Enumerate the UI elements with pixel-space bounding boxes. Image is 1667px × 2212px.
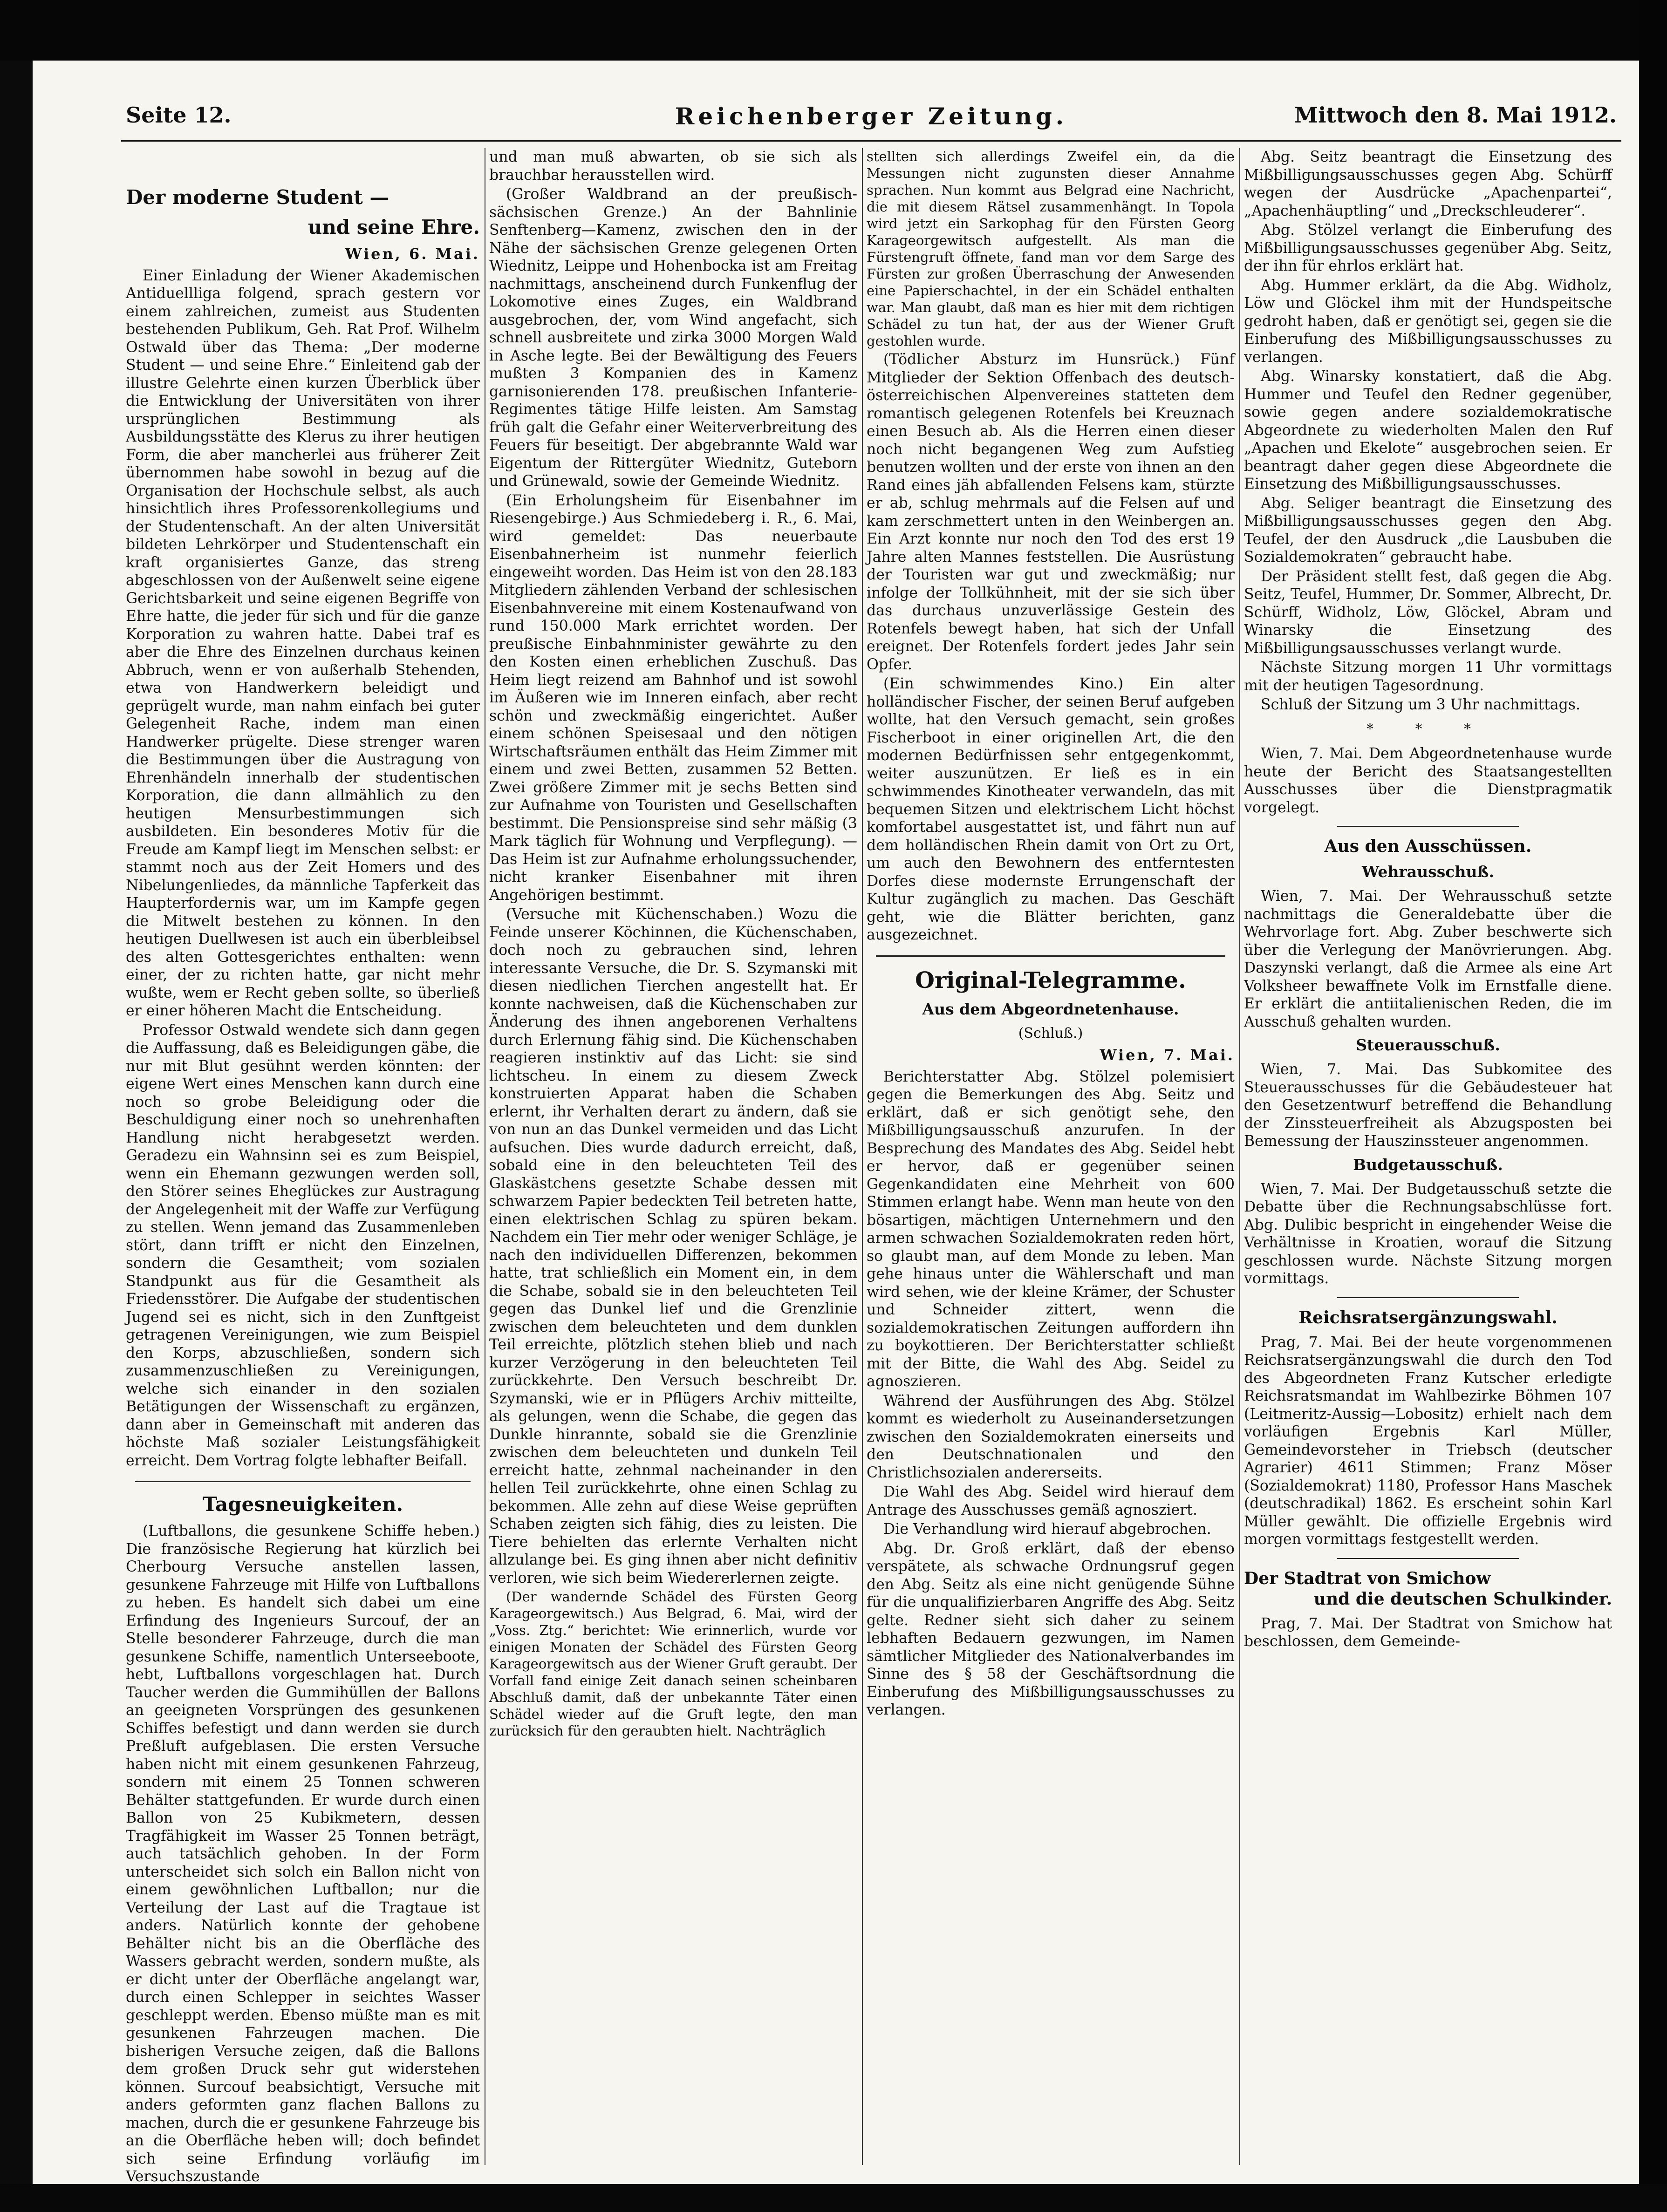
section-rule	[135, 1481, 471, 1482]
issue-date: Mittwoch den 8. Mai 1912.	[1294, 102, 1617, 128]
continuation-note: (Schluß.)	[1018, 1025, 1083, 1041]
column-3	[867, 148, 1235, 2165]
section-rule	[1337, 1297, 1519, 1298]
column-4	[1244, 148, 1612, 2165]
section-title: Aus den Ausschüssen.	[1324, 837, 1532, 856]
paragraph: Schluß der Sitzung um 3 Uhr nachmittags.	[1261, 696, 1580, 713]
article-subtitle: und seine Ehre.	[307, 216, 480, 238]
section-title: Der Stadtrat von Smichow	[1244, 1568, 1491, 1588]
scan-border-right	[1639, 0, 1667, 2212]
news-item: (Ein Erholungsheim für Eisenbahner im Riesengebirge.) Aus Schmiedeberg i. R., 6. Mai, wird gemeldet: Das neuerbaute Eisenbahnerheim ist nunmehr feierlich eingeweiht worden. Das Heim ist von den 28.183 Mitgliedern zählenden Verband der schlesischen Eisenbahnvereine mit einem Kostenaufwand von rund 150.000 Mark errichtet worden. Der preußische Einbahnminister gewährte zu den den Kosten einen erheblichen Zuschuß. Das Heim liegt reizend am Bahnhof und ist sowohl im Äußeren wie im Inneren einfach, aber recht schön und zweckmäßig eingerichtet. Außer einem schönen Speisesaal und den nötigen Wirtschaftsräumen enthält das Heim Zimmer mit einem und zwei Betten, zusammen 52 Betten. Zwei größere Zimmer mit je sechs Betten sind zur Aufnahme von Touristen und Gesellschaften bestimmt. Die Pensionspreise sind sehr mäßig (3 Mark täglich für Wohnung und Verpflegung). — Das Heim ist zur Aufnahme erholungssuchender, nicht kranker Eisenbahner mit ihren Angehörigen bestimmt.	[489, 492, 857, 904]
section-rule	[876, 955, 1225, 957]
masthead: Reichenberger Zeitung.	[675, 102, 1068, 130]
separator-stars: * * *	[1366, 721, 1490, 737]
dateline: Wien, 6. Mai.	[345, 245, 480, 263]
paragraph: Abg. Seitz beantragt die Einsetzung des Mißbilligungsausschusses gegen Abg. Schürff wegen der Ausdrücke „Apachenpartei“, „Apachenhäuptling“ und „Dreckschleuderer“.	[1244, 149, 1612, 219]
section-rule	[1337, 1558, 1519, 1559]
scan-border-bottom	[0, 2184, 1667, 2212]
column-divider	[1239, 148, 1240, 2165]
subsection-title: Wehrausschuß.	[1362, 863, 1494, 881]
column-divider	[862, 148, 863, 2165]
paragraph: Einer Einladung der Wiener Akademischen Antiduellliga folgend, sprach gestern vor einem zahlreichen, zumeist aus Studenten bestehenden Publikum, Geh. Rat Prof. Wilhelm Ostwald über das Thema: „Der moderne Student — und seine Ehre.“ Einleitend gab der illustre Gelehrte einen kurzen Überblick über die Entwicklung der Universitäten von ihrer ursprünglichen Bestimmung als Ausbildungsstätte des Klerus zu ihrer heutigen Form, die aber mancherlei aus früherer Zeit übernommen habe sowohl in bezug auf die Organisation der Hochschule selbst, als auch hinsichtlich ihres Professorenkollegiums und der Studentenschaft. An der alten Universität bildeten Lehrkörper und Studentenschaft ein kraft organisiertes Ganze, das streng abgeschlossen von der Außenwelt seine eigene Gerichtsbarkeit und seine eigenen Begriffe von Ehre hatte, die jeder für sich und für die ganze Korporation zu wahren hatte. Dabei traf es aber die Ehre des Einzelnen durchaus keinen Abbruch, wenn er von außerhalb Stehenden, etwa von Handwerkern beleidigt und geprügelt wurde, man nahm einfach bei guter Gelegenheit Rache, indem man einen Handwerker prügelte. Diese strenger waren die Bestimmungen über die Austragung von Ehrenhändeln innerhalb der studentischen Korporation, die dann allmählich zu den heutigen Mensurbestimmungen sich ausbildeten. Ein besonderes Motiv für die Freude am Kampf liegt im Menschen selbst: er stammt noch aus der Zeit Homers und des Nibelungenliedes, da männliche Tapferkeit das Haupterfordernis war, um im Kampfe gegen die Mitwelt bestehen zu können. In den heutigen Duellwesen ist auch ein überbleibsel des alten Gottesgerichtes enthalten: wenn einer, der zu richten hatte, gar nicht mehr wußte, wem er Recht geben sollte, so überließ er einer höheren Macht die Entscheidung.	[126, 267, 480, 1019]
paragraph: Wien, 7. Mai. Das Subkomitee des Steuerausschusses für die Gebäudesteuer hat den Gesetzentwurf betreffend die Behandlung der Zinssteuerfreiheit als Abzugsposten bei Bemessung der Hauszinssteuer angenommen.	[1244, 1061, 1612, 1150]
section-title: Tagesneuigkeiten.	[202, 1493, 403, 1516]
paragraph: Prag, 7. Mai. Bei der heute vorgenommenen Reichsratsergänzungswahl die durch den Tod des Abgeordneten Franz Kutscher erledigte Reichsratsmandat im Wahlbezirke Böhmen 107 (Leitmeritz-Aussig—Lobositz) erhielt nach dem vorläufigen Ergebnis Karl Müller, Gemeindevorsteher in Triebsch (deutscher Agrarier) 4611 Stimmen; Franz Möser (Sozialdemokrat) 1180, Professor Hans Maschek (deutschradikal) 1862. Es erscheint sohin Karl Müller gewählt. Die offizielle Ergebnis wird morgen vormittags festgestellt werden.	[1244, 1334, 1612, 1548]
paragraph: (Luftballons, die gesunkene Schiffe heben.) Die französische Regierung hat kürzlich bei Cherbourg Versuche anstellen lassen, gesunkene Fahrzeuge mit Hilfe von Luftballons zu heben. Es handelt sich dabei um eine Erfindung des Ingenieurs Surcouf, der an Stelle besonderer Fahrzeuge, durch die man gesunkene Schiffe, namentlich Unterseeboote, hebt, Luftballons vorgeschlagen hat. Durch Taucher werden die Gummihüllen der Ballons an geeigneten Vorsprüngen des gesunkenen Schiffes befestigt und dann werden sie durch Preßluft aufgeblasen. Die ersten Versuche haben nicht mit einem gesunkenen Fahrzeug, sondern mit einem 25 Tonnen schweren Behälter stattgefunden. Er wurde durch einen Ballon von 25 Kubikmetern, dessen Tragfähigkeit im Wasser 25 Tonnen beträgt, auch tatsächlich gehoben. In der Form unterscheidet sich solch ein Ballon nicht von einem gewöhnlichen Luftballon; nur die Verteilung der Last auf die Tragtaue ist anders. Natürlich konnte der gehobene Behälter nicht bis an die Oberfläche des Wassers gebracht werden, sondern mußte, als er dicht unter der Oberfläche angelangt war, durch einen Schlepper in seichtes Wasser geschleppt werden. Ebenso müßte man es mit gesunkenen Fahrzeugen machen. Die bisherigen Versuche zeigen, daß die Ballons dem großen Druck sehr gut widerstehen können. Surcouf beabsichtigt, Versuche mit anders geformten ganz flachen Ballons zu machen, durch die er gesunkene Fahrzeuge bis an die Oberfläche heben will; doch befindet sich seine Erfindung vorläufig im Versuchszustande	[126, 1523, 480, 2185]
paragraph: und man muß abwarten, ob sie sich als brauchbar herausstellen wird.	[489, 149, 857, 184]
news-item: (Versuche mit Küchenschaben.) Wozu die Feinde unserer Köchinnen, die Küchenschaben, doch noch zu gebrauchen sind, lehren interessante Versuche, die Dr. S. Szymanski mit diesen niedlichen Tierchen angestellt hat. Er konnte nachweisen, daß die Küchenschaben zur Änderung des ihnen angeborenen Verhaltens durch Erlernung fähig sind. Die Küchenschaben reagieren instinktiv auf das Licht: sie sind lichtscheu. In einem zu diesem Zweck konstruierten Apparat haben die Schaben erlernt, ihr Verhalten derart zu ändern, daß sie von nun an das Dunkel vermeiden und das Licht aufsuchen. Dies wurde dadurch erreicht, daß, sobald eine in den beleuchteten Teil des Glaskästchens gesetzte Schabe dessen mit schwarzem Papier bedeckten Teil betreten hatte, einen elektrischen Schlag zu spüren bekam. Nachdem ein Tier mehr oder weniger Schläge, je nach den individuellen Differenzen, bekommen hatte, trat schließlich ein Moment ein, in dem die Schabe, sobald sie in den beleuchteten Teil gegen das Dunkel lief und die Grenzlinie zwischen dem beleuchteten und dem dunklen Teil erreichte, plötzlich stehen blieb und nach kurzer Verzögerung in den beleuchteten Teil zurückkehrte. Den Versuch beschreibt Dr. Szymanski, wie er in Pflügers Archiv mitteilte, als gelungen, wenn die Schabe, die gegen das Dunkle hinrannte, sobald sie die Grenzlinie zwischen dem beleuchteten und dunkeln Teil erreicht hatte, zehnmal nacheinander in den hellen Teil zurückkehrte, ohne einen Schlag zu bekommen. Alle zehn auf diese Weise geprüften Schaben zeigten sich fähig, dies zu leisten. Die Tiere behielten das erlernte Verhalten nicht allzulange bei. Es ging ihnen aber nicht definitiv verloren, wie sich beim Wiedererlernen zeigte.	[489, 906, 857, 1586]
paragraph: Während der Ausführungen des Abg. Stölzel kommt es wiederholt zu Auseinandersetzungen zwischen den Sozialdemokraten einerseits und den Deutschnationalen und den Christlichsozialen andererseits.	[867, 1392, 1235, 1481]
paragraph: stellten sich allerdings Zweifel ein, da die Messungen nicht zugunsten dieser Annahme sprachen. Nun kommt aus Belgrad eine Nachricht, die mit diesem Rätsel zusammenhängt. In Topola wird jetzt ein Sarkophag für den Fürsten Georg Karageorgewitsch aufgestellt. Als man die Fürstengruft öffnete, fand man vor dem Sarge des Fürsten zur großen Überraschung der Anwesenden eine Papierschachtel, in der ein Schädel enthalten war. Man glaubt, daß man es hier mit dem richtigen Schädel zu tun hat, der aus der Wiener Gruft gestohlen wurde.	[867, 149, 1235, 349]
paragraph: Wien, 7. Mai. Der Budgetausschuß setzte die Debatte über die Rechnungsabschlüsse fort. Abg. Dulibic bespricht in eingehender Weise die Verhältnisse in Kroatien, worauf die Sitzung geschlossen wurde. Nächste Sitzung morgen vormittags.	[1244, 1180, 1612, 1287]
paragraph: Abg. Winarsky konstatiert, daß die Abg. Hummer und Teufel den Redner gegenüber, sowie gegen andere sozialdemokratische Abgeordnete zu wiederholten Malen den Ruf „Apachen und Ekelote“ ausgebrochen seien. Er beantragt daher gegen diese Abgeordnete die Einsetzung des Mißbilligungsausschusses.	[1244, 368, 1612, 492]
paragraph: Prag, 7. Mai. Der Stadtrat von Smichow hat beschlossen, dem Gemeinde-	[1244, 1615, 1612, 1650]
paragraph: Wien, 7. Mai. Dem Abgeordnetenhause wurde heute der Bericht des Staatsangestellten Ausschusses über die Dienstpragmatik vorgelegt.	[1244, 745, 1612, 816]
section-title: Reichsratsergänzungswahl.	[1298, 1307, 1558, 1327]
news-item: (Großer Waldbrand an der preußisch-sächsischen Grenze.) An der Bahnlinie Senftenberg—Kamenz, zwischen den in der Nähe der sächsischen Grenze gelegenen Orten Wiednitz, Leippe und Hohenbocka ist am Freitag nachmittags, anscheinend durch Funkenflug der Lokomotive eines Zuges, ein Waldbrand ausgebrochen, der, vom Wind angefacht, sich schnell ausbreitete und zirka 3000 Morgen Wald in Asche legte. Bei der Bewältigung des Feuers mußten 3 Kompanien des in Kamenz garnisonierenden 178. preußischen Infanterie-Regimentes tätige Hilfe leisten. Am Samstag früh galt die Gefahr einer Weiterverbreitung des Feuers für beseitigt. Der abgebrannte Wald war Eigentum der Rittergüter Wiednitz, Guteborn und Grünewald, sowie der Gemeinde Wiednitz.	[489, 186, 857, 490]
news-item: (Der wandernde Schädel des Fürsten Georg Karageorgewitsch.) Aus Belgrad, 6. Mai, wird der „Voss. Ztg.“ berichtet: Wie erinnerlich, wurde vor einigen Monaten der Schädel des Fürsten Georg Karageorgewitsch aus der Wiener Gruft geraubt. Der Vorfall fand einige Zeit danach seinen scheinbaren Abschluß damit, daß der unbekannte Täter einen Schädel wieder auf die Gruft legte, den man zurücksich für den geraubten hielt. Nachträglich	[489, 1589, 857, 1739]
section-subtitle: Aus dem Abgeordnetenhause.	[922, 1000, 1179, 1018]
paragraph: Abg. Seliger beantragt die Einsetzung des Mißbilligungsausschusses gegen den Abg. Teufel, der den Ausdruck „die Lausbuben die Sozialdemokraten“ gebraucht habe.	[1244, 495, 1612, 565]
header-rule	[121, 140, 1621, 142]
news-item: (Ein schwimmendes Kino.) Ein alter holländischer Fischer, der seinen Beruf aufgeben wollte, hat den Versuch gemacht, sein großes Fischerboot in einer originellen Art, die den modernen Bedürfnissen sehr entgegenkommt, weiter auszunützen. Er ließ es in ein schwimmendes Kinotheater verwandeln, das mit bequemen Sitzen und elektrischem Licht höchst komfortabel ausgestattet ist, und fährt nun auf dem holländischen Rhein damit von Ort zu Ort, um auch den Bewohnern des entferntesten Dorfes diese modernste Errungenschaft der Kultur zugänglich zu machen. Das Geschäft geht, wie die Blätter berichten, ganz ausgezeichnet.	[867, 675, 1235, 943]
article-title: Der moderne Student —	[126, 186, 389, 209]
paragraph: Wien, 7. Mai. Der Wehrausschuß setzte nachmittags die Generaldebatte über die Wehrvorlage fort. Abg. Zuber beschwerte sich über die Verlegung der Manövrierungen. Abg. Daszynski verlangt, daß die Armee als eine Art Volksheer bewaffnete Volk im Ernstfalle diene. Er erklärt die antiitalienischen Reden, die im Ausschuß gehalten wurden.	[1244, 888, 1612, 1030]
paragraph: Nächste Sitzung morgen 11 Uhr vormittags mit der heutigen Tagesordnung.	[1244, 659, 1612, 694]
paragraph: Abg. Stölzel verlangt die Einberufung des Mißbilligungsausschusses gegenüber Abg. Seitz, der ihn für ehrlos erklärt hat.	[1244, 222, 1612, 274]
section-title: Original-Telegramme.	[915, 967, 1186, 994]
scan-border-top	[0, 0, 1667, 61]
paragraph: Die Verhandlung wird hierauf abgebrochen.	[883, 1521, 1211, 1538]
section-rule	[1337, 826, 1519, 827]
column-2	[489, 148, 857, 2165]
paragraph: Die Wahl des Abg. Seidel wird hierauf dem Antrage des Ausschusses gemäß agnosziert.	[867, 1484, 1235, 1518]
page-number: Seite 12.	[126, 102, 232, 128]
paragraph: Professor Ostwald wendete sich dann gegen die Auffassung, daß es Beleidigungen gäbe, die nur mit Blut gesühnt werden könnten: der eigene Wert eines Menschen kann durch eine noch so grobe Beleidigung oder die Beschuldigung einer noch so unehrenhaften Handlung nicht herabgesetzt werden. Geradezu ein Wahnsinn sei es zum Beispiel, wenn ein Ehemann gezwungen werden soll, den Störer seines Eheglückes zur Austragung der Angelegenheit mit der Waffe zur Verfügung zu stellen. Wenn jemand das Zusammenleben stört, dann trifft er nicht den Einzelnen, sondern die Gesamtheit; vom sozialen Standpunkt aus für die Gesamtheit als Friedensstörer. Die Aufgabe der studentischen Jugend sei es nicht, sich in den Zunftgeist getragenen Vereinigungen, wie zum Beispiel den Korps, abzuschließen, sondern sich zusammenzuschließen zu Vereinigungen, welche sich einander in den sozialen Betätigungen der Wissenschaft zu ergänzen, dann aber in Gemeinschaft mit anderen das höchste Maß sozialer Leistungsfähigkeit erreicht. Dem Vortrag folgte lebhafter Beifall.	[126, 1021, 480, 1469]
paragraph: Der Präsident stellt fest, daß gegen die Abg. Seitz, Teufel, Hummer, Dr. Sommer, Albrecht, Dr. Schürff, Widholz, Löw, Glöckel, Abram und Winarsky die Einsetzung des Mißbilligungsausschusses verlangt wurde.	[1244, 568, 1612, 657]
page-header	[126, 102, 1617, 135]
paragraph: Abg. Dr. Groß erklärt, daß der ebenso verspätete, als schwache Ordnungsruf gegen den Abg. Seitz als eine nicht genügende Sühne für die unqualifizierbaren Angriffe des Abg. Seitz gelte. Redner sieht sich daher zu seinem lebhaften Bedauern gezwungen, im Namen sämtlicher Mitglieder des Nationalverbandes im Sinne des § 58 der Geschäftsordnung die Einberufung des Mißbilligungsausschusses zu verlangen.	[867, 1540, 1235, 1718]
dateline: Wien, 7. Mai.	[1100, 1046, 1235, 1064]
column-1	[126, 148, 480, 2185]
subsection-title: Steuerausschuß.	[1356, 1036, 1500, 1054]
paragraph: Abg. Hummer erklärt, da die Abg. Widholz, Löw und Glöckel ihm mit der Hundspeitsche gedroht haben, daß er genötigt sei, gegen sie die Einberufung des Mißbilligungsausschusses zu verlangen.	[1244, 277, 1612, 366]
paragraph: Berichterstatter Abg. Stölzel polemisiert gegen die Bemerkungen des Abg. Seitz und erklärt, daß er sich genötigt sehe, den Mißbilligungsausschuß anzurufen. In der Besprechung des Mandates des Abg. Seidel hebt er hervor, daß er gegenüber seinen Gegenkandidaten eine Mehrheit von 600 Stimmen erlangt habe. Wenn man heute von den bösartigen, mächtigen Unternehmern und den armen schwachen Sozialdemokraten reden hört, so glaubt man, auf dem Monde zu leben. Man gehe hinaus unter die Wählerschaft und man wird sehen, wie der kleine Krämer, der Schuster und Schneider zittert, wenn die sozialdemokratischen Zeitungen auffordern ihn zu boykottieren. Der Berichterstatter schließt mit der Bitte, die Wahl des Abg. Seidel zu agnoszieren.	[867, 1068, 1235, 1390]
subsection-title: Budgetausschuß.	[1353, 1155, 1503, 1174]
section-title: und die deutschen Schulkinder.	[1313, 1589, 1612, 1609]
news-item: (Tödlicher Absturz im Hunsrück.) Fünf Mitglieder der Sektion Offenbach des deutsch-österreichischen Alpenvereines statteten dem romantisch gelegenen Rotenfels bei Kreuznach einen Besuch ab. Als die Herren einen dieser noch nicht begangenen Weg zum Aufstieg benutzen wollten und der erste von ihnen an den Rand eines jäh abfallenden Felsens kam, stürzte er ab, schlug mehrmals auf die Felsen auf und kam zerschmettert unten in den Weinbergen an. Ein Arzt konnte nur noch den Tod des erst 19 Jahre alten Mannes feststellen. Die Ausrüstung der Touristen war gut und zweckmäßig; nur infolge der Tollkühnheit, mit der sie sich über das durchaus unzuverlässige Gestein des Rotenfels bewegt haben, hat sich der Unfall ereignet. Der Rotenfels fordert jedes Jahr sein Opfer.	[867, 351, 1235, 673]
scan-border-left	[0, 61, 33, 2212]
